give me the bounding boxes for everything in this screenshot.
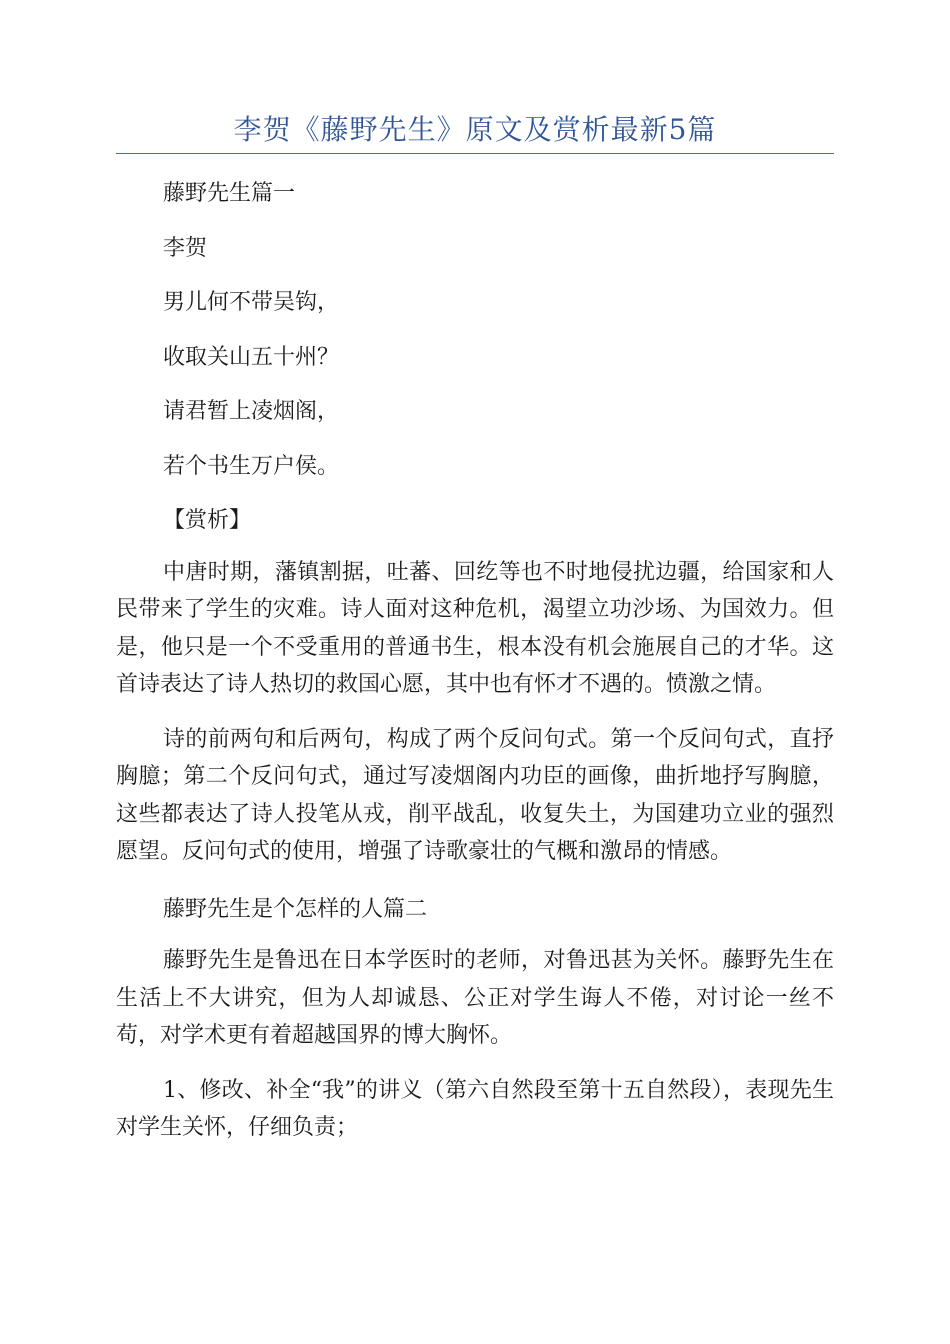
poem-line: 请君暂上凌烟阁， [163, 399, 340, 424]
title-underline [116, 153, 834, 154]
document-body [116, 172, 834, 1164]
poem-author: 李贺 [163, 235, 208, 261]
analysis-heading: 【赏析】 [163, 508, 252, 533]
body-paragraph: 藤野先生是鲁迅在日本学医时的老师，对鲁迅甚为关怀。藤野先生在生活上不大讲究，但为人却诚恳、公正对学生诲人不倦，对讨论一丝不苟，对学术更有着超越国界的博大胸怀。 [116, 948, 834, 1048]
analysis-paragraph: 中唐时期，藩镇割据，吐蕃、回纥等也不时地侵扰边疆，给国家和人民带来了学生的灾难。诗人面对这种危机，渴望立功沙场、为国效力。但是，他只是一个不受重用的普通书生，根本没有机会施展自己的才华。这首诗表达了诗人热切的救国心愿，其中也有怀才不遇的。愤激之情。 [116, 559, 834, 697]
analysis-paragraph: 诗的前两句和后两句，构成了两个反问句式。第一个反问句式，直抒胸臆；第二个反问句式，通过写凌烟阁内功臣的画像，曲折地抒写胸臆，这些都表达了诗人投笔从戎，削平战乱，收复失土，为国建功立业的强烈愿望。反问句式的使用，增强了诗歌豪壮的气概和激昂的情感。 [116, 726, 834, 864]
poem-line: 收取关山五十州？ [163, 344, 340, 370]
poem-line: 男儿何不带吴钩， [163, 290, 340, 315]
body-paragraph: 1、修改、补全“我”的讲义（第六自然段至第十五自然段），表现先生对学生关怀，仔细负责； [116, 1077, 834, 1140]
section-heading: 藤野先生是个怎样的人篇二 [163, 896, 428, 922]
page-title: 李贺《藤野先生》原文及赏析最新5篇 [233, 113, 717, 146]
poem-line: 若个书生万户侯。 [163, 453, 340, 479]
section-heading: 藤野先生篇一 [163, 181, 296, 206]
